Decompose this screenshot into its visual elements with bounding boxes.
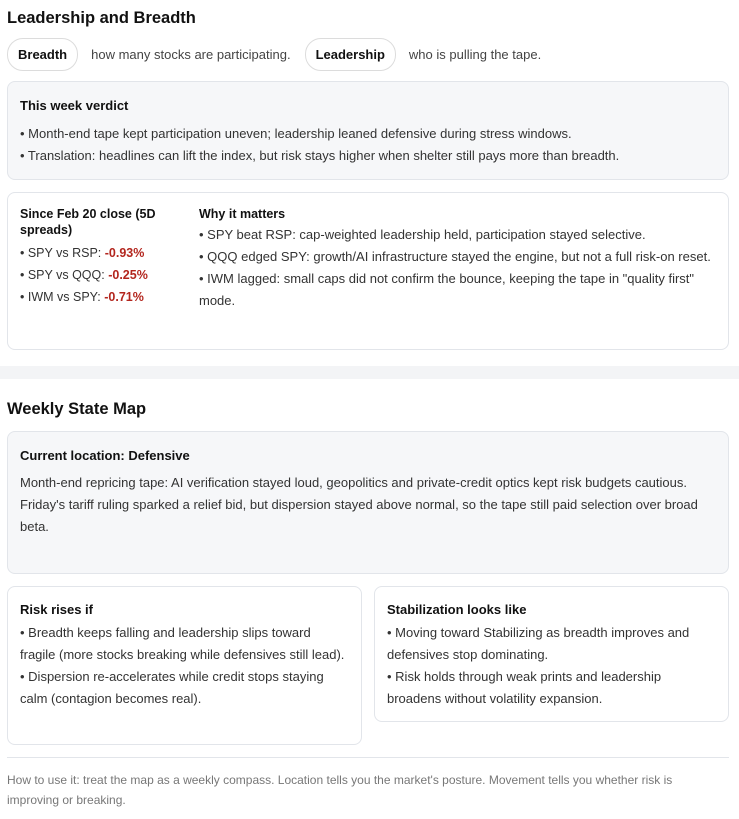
spread-value: -0.93% [104,246,145,260]
why-bullet: • IWM lagged: small caps did not confirm the bounce, keeping the tape in "quality first" mode. [199,271,695,308]
spreads-column [20,206,180,308]
breadth-chip: Breadth [7,38,78,71]
breadth-definition: how many stocks are participating. [91,47,291,62]
location-line: Month-end repricing tape: AI verification stayed loud, geopolitics and private-credit optics kept risk budgets cautious. [20,475,687,490]
stabilization-title: Stabilization looks like [387,602,527,617]
spread-item [20,264,180,286]
stabilization-bullet: • Moving toward Stabilizing as breadth improves and defensives stop dominating. [387,625,690,662]
verdict-card [7,81,729,180]
spread-item [20,286,180,308]
definition-chips [7,38,555,71]
verdict-bullet: • Month-end tape kept participation uneven; leadership leaned defensive during stress windows. [20,126,572,141]
section-divider [0,366,739,379]
why-bullet: • SPY beat RSP: cap-weighted leadership held, participation stayed selective. [199,227,646,242]
leadership-breadth-title: Leadership and Breadth [7,9,196,27]
spread-item [20,242,180,264]
spreads-card [7,192,729,350]
verdict-bullet: • Translation: headlines can lift the index, but risk stays higher when shelter still pays more than breadth. [20,148,620,163]
footer-divider [7,757,729,758]
weekly-state-map-title: Weekly State Map [7,400,147,418]
spread-label: • IWM vs SPY: [20,290,105,304]
leadership-definition: who is pulling the tape. [408,47,542,62]
spread-value: -0.25% [108,268,148,282]
how-to-use-note: How to use it: treat the map as a weekly compass. Location tells you the market's posture. Movement tells you whether risk is improving or breaking. [7,773,673,807]
risk-bullet: • Dispersion re-accelerates while credit stops staying calm (contagion becomes real). [20,669,324,706]
risk-title: Risk rises if [20,602,93,617]
why-it-matters-column [199,206,714,312]
stabilization-card [374,586,729,722]
spreads-title: Since Feb 20 close (5D spreads) [20,207,156,237]
why-title: Why it matters [199,207,286,221]
location-line: Friday's tariff ruling sparked a relief bid, but dispersion stayed above normal, so the tape still paid selection over broad beta. [20,497,698,534]
stabilization-bullet: • Risk holds through weak prints and leadership broadens without volatility expansion. [387,669,662,706]
why-bullet: • QQQ edged SPY: growth/AI infrastructure stayed the engine, but not a full risk-on reset. [199,249,711,264]
risk-rises-card [7,586,362,745]
spread-label: • SPY vs QQQ: [20,268,109,282]
verdict-title: This week verdict [20,98,129,113]
location-title: Current location: Defensive [20,448,190,463]
leadership-chip: Leadership [305,38,396,71]
spread-label: • SPY vs RSP: [20,246,105,260]
spread-value: -0.71% [104,290,144,304]
risk-bullet: • Breadth keeps falling and leadership slips toward fragile (more stocks breaking while defensives still lead). [20,625,345,662]
current-location-card [7,431,729,574]
